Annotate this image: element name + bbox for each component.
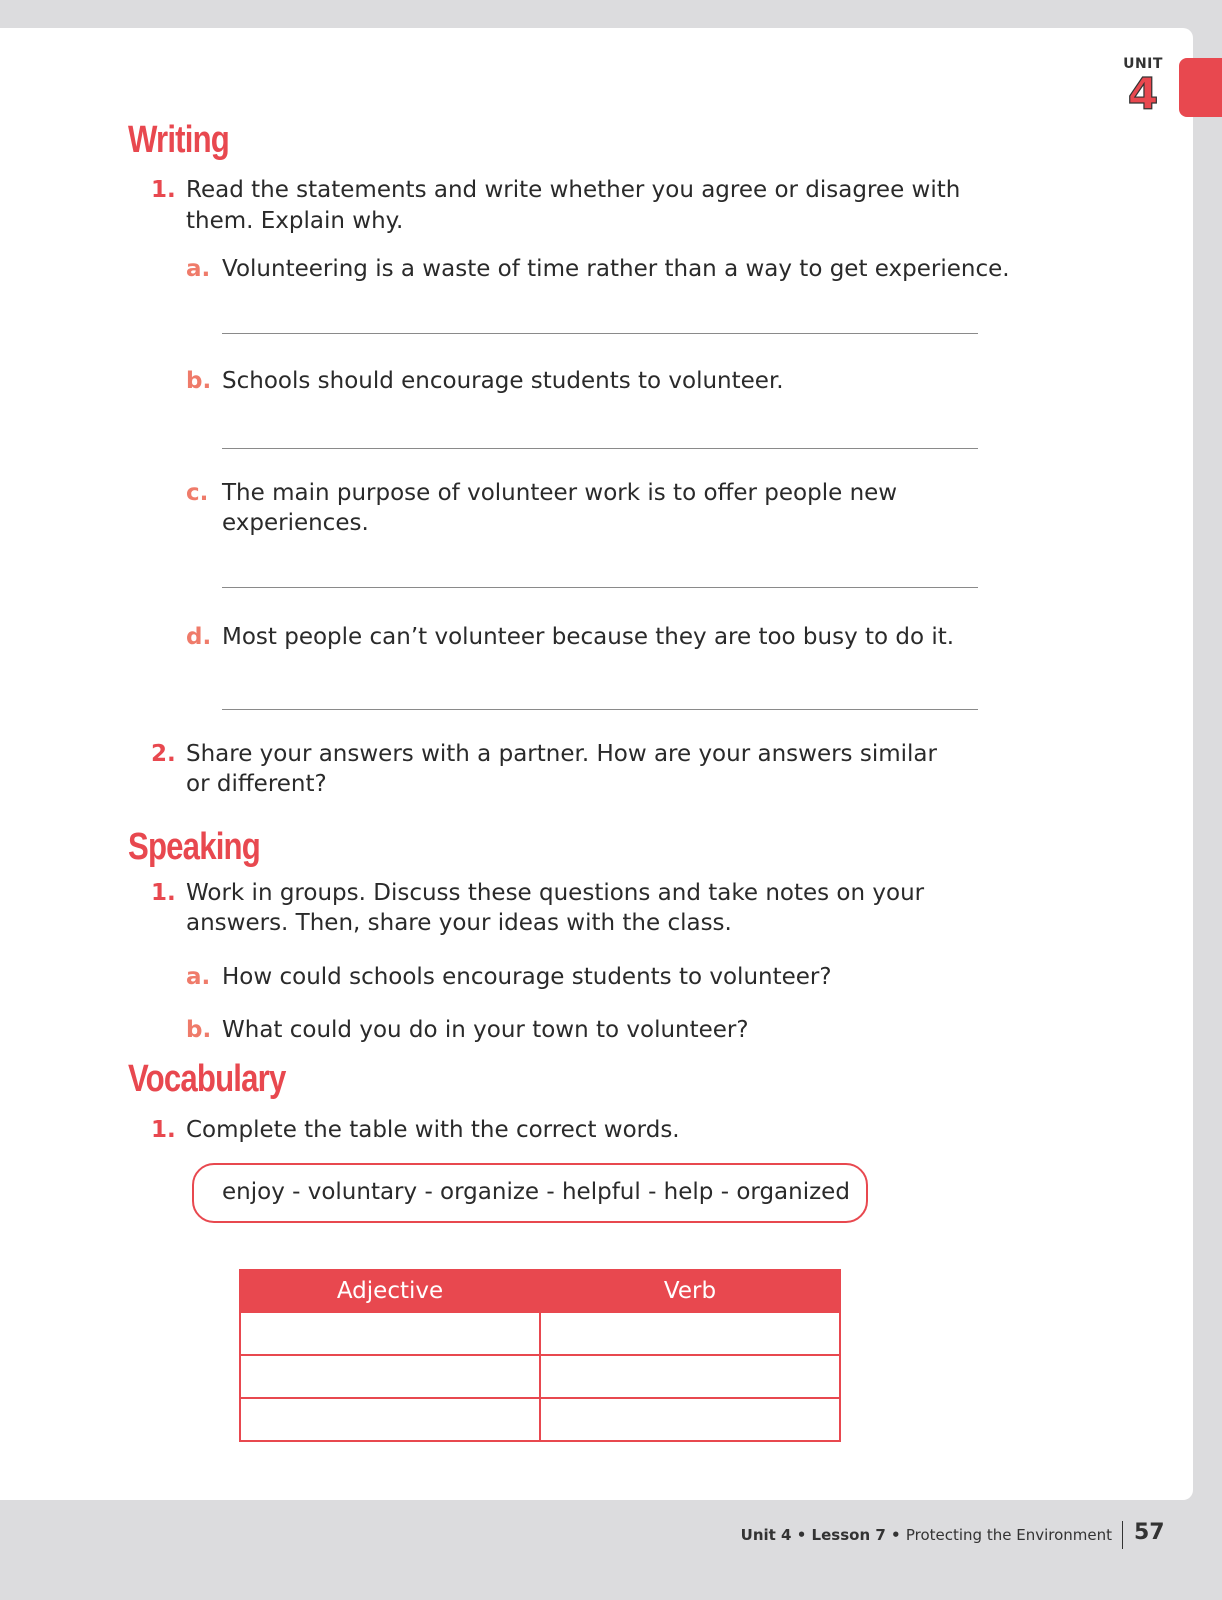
speaking-item-a-letter: a. (186, 964, 211, 990)
word-bank: enjoy - voluntary - organize - helpful - help - organized (192, 1163, 868, 1223)
table-row (240, 1355, 840, 1398)
writing-item-a-text: Volunteering is a waste of time rather than a way to get experience. (222, 256, 1010, 282)
unit-label: UNIT (1123, 56, 1163, 72)
writing-title: Writing (128, 119, 230, 161)
vocabulary-table (239, 1269, 841, 1442)
writing-q2-line1: Share your answers with a partner. How are your answers similar (186, 741, 937, 767)
footer-divider (1122, 1521, 1123, 1549)
table-cell-adjective[interactable] (240, 1398, 540, 1441)
writing-item-d-letter: d. (186, 624, 212, 650)
answer-line-b[interactable] (222, 448, 978, 449)
table-row (240, 1398, 840, 1441)
writing-item-c-line2: experiences. (222, 510, 369, 536)
writing-item-a-letter: a. (186, 256, 211, 282)
writing-q2-line2: or different? (186, 771, 327, 797)
footer-breadcrumb: Unit 4 • Lesson 7 • Protecting the Environment (740, 1526, 1112, 1544)
footer-lesson: Lesson 7 (811, 1526, 886, 1544)
vocabulary-q1-number: 1. (151, 1117, 176, 1143)
answer-line-c[interactable] (222, 587, 978, 588)
writing-item-b-letter: b. (186, 368, 212, 394)
writing-q1-line2: them. Explain why. (186, 208, 404, 234)
writing-item-c-line1: The main purpose of volunteer work is to offer people new (222, 480, 898, 506)
writing-q1-number: 1. (151, 177, 176, 203)
unit-number: 4 (1127, 69, 1159, 120)
table-cell-adjective[interactable] (240, 1355, 540, 1398)
vocabulary-title: Vocabulary (128, 1058, 286, 1100)
writing-q1-line1: Read the statements and write whether you agree or disagree with (186, 177, 961, 203)
table-cell-verb[interactable] (540, 1312, 840, 1355)
footer-unit: Unit 4 (740, 1526, 792, 1544)
footer-topic: Protecting the Environment (905, 1526, 1112, 1544)
writing-item-d-text: Most people can’t volunteer because they are too busy to do it. (222, 624, 955, 650)
speaking-q1-number: 1. (151, 880, 176, 906)
writing-item-c-letter: c. (186, 480, 209, 506)
speaking-item-b-letter: b. (186, 1017, 212, 1043)
table-header-verb: Verb (540, 1270, 840, 1312)
speaking-item-b-text: What could you do in your town to volunteer? (222, 1017, 749, 1043)
table-cell-adjective[interactable] (240, 1312, 540, 1355)
answer-line-d[interactable] (222, 709, 978, 710)
writing-q2-number: 2. (151, 741, 176, 767)
page-number: 57 (1134, 1520, 1165, 1545)
answer-line-a[interactable] (222, 333, 978, 334)
vocabulary-q1-text: Complete the table with the correct words. (186, 1117, 680, 1143)
table-header-row (240, 1270, 840, 1312)
speaking-item-a-text: How could schools encourage students to volunteer? (222, 964, 832, 990)
table-header-adjective: Adjective (240, 1270, 540, 1312)
writing-item-b-text: Schools should encourage students to volunteer. (222, 368, 784, 394)
speaking-title: Speaking (128, 826, 260, 868)
table-row (240, 1312, 840, 1355)
unit-tab (1179, 58, 1222, 117)
speaking-q1-line2: answers. Then, share your ideas with the class. (186, 910, 732, 936)
table-cell-verb[interactable] (540, 1398, 840, 1441)
table-cell-verb[interactable] (540, 1355, 840, 1398)
speaking-q1-line1: Work in groups. Discuss these questions and take notes on your (186, 880, 925, 906)
